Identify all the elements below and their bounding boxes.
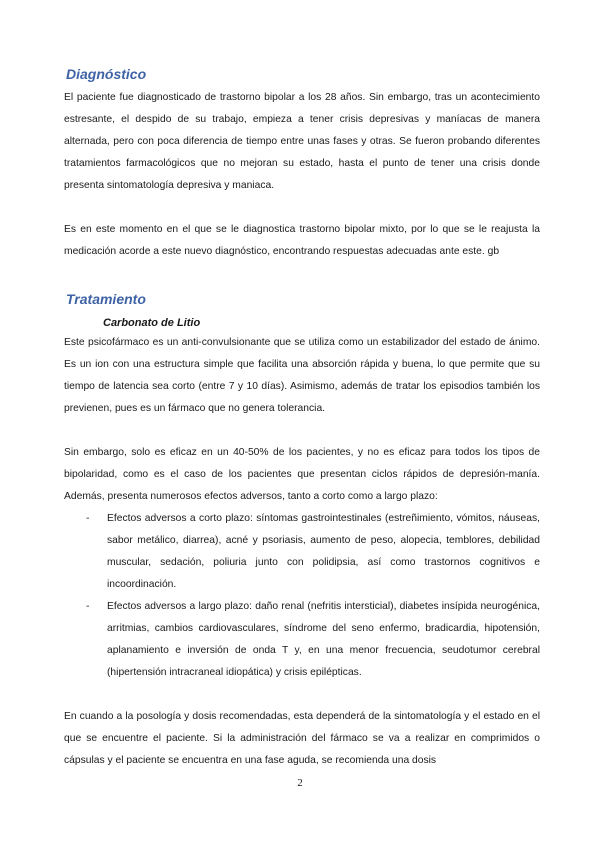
list-item-text: Efectos adversos a largo plazo: daño renal (nefritis intersticial), diabetes insípida neurogénica, arritmias, cambios cardiovasculares, síndrome del seno enfermo, bradicardia, hipotensión, aplanamiento e inversión de onda T y, en una menor frecuencia, seudotumor cerebral (hipertensión intracraneal idiopática) y crisis epilépticas.	[107, 601, 540, 678]
diagnostico-heading: Diagnóstico	[66, 66, 147, 82]
diagnostico-paragraph-1: El paciente fue diagnosticado de trastorno bipolar a los 28 años. Sin embargo, tras un acontecimiento estresante, el despido de su trabajo, empieza a tener crisis depresivas y maníacas de manera alternada, pero con poca diferencia de tiempo entre unas fases y otras. Se fueron probando diferentes tratamientos farmacológicos que no mejoran su estado, hasta el punto de tener una crisis donde presenta sintomatología depresiva y maniaca.	[64, 92, 540, 191]
bullet-dash: -	[86, 513, 90, 524]
page-number: 2	[297, 777, 303, 789]
list-item-long-term	[64, 596, 540, 684]
diagnostico-paragraph-2: Es en este momento en el que se le diagnostica trastorno bipolar mixto, por lo que se le reajusta la medicación acorde a este nuevo diagnóstico, encontrando respuestas adecuadas ante este. gb	[64, 224, 540, 257]
tratamiento-paragraph-1: Este psicofármaco es un anti-convulsionante que se utiliza como un estabilizador del estado de ánimo. Es un ion con una estructura simple que facilita una absorción rápida y buena, lo que permite que su tiempo de latencia sea corto (entre 7 y 10 días). Asimismo, además de tratar los episodios también los previenen, pues es un fármaco que no genera tolerancia.	[64, 337, 540, 414]
list-item-short-term	[64, 508, 540, 596]
tratamiento-paragraph-2: Sin embargo, solo es eficaz en un 40-50% de los pacientes, y no es eficaz para todos los tipos de bipolaridad, como es el caso de los pacientes que presentan ciclos rápidos de depresión-manía. Además, presenta numerosos efectos adversos, tanto a corto como a largo plazo:	[64, 447, 540, 502]
bullet-dash: -	[86, 601, 90, 612]
list-item-text: Efectos adversos a corto plazo: síntomas gastrointestinales (estreñimiento, vómitos, náuseas, sabor metálico, diarrea), acné y psoriasis, aumento de peso, alopecia, temblores, debilidad muscular, sedación, poliuria junto con polidipsia, así como trastornos cognitivos e incoordinación.	[107, 513, 540, 590]
adverse-effects-list	[64, 508, 540, 684]
tratamiento-heading: Tratamiento	[66, 291, 146, 307]
carbonato-de-litio-subheading: Carbonato de Litio	[103, 317, 201, 329]
posologia-paragraph: En cuando a la posología y dosis recomendadas, esta dependerá de la sintomatología y el estado en el que se encuentre el paciente. Si la administración del fármaco se va a realizar en comprimidos o cápsulas y el paciente se encuentra en una fase aguda, se recomienda una dosis	[64, 711, 540, 766]
